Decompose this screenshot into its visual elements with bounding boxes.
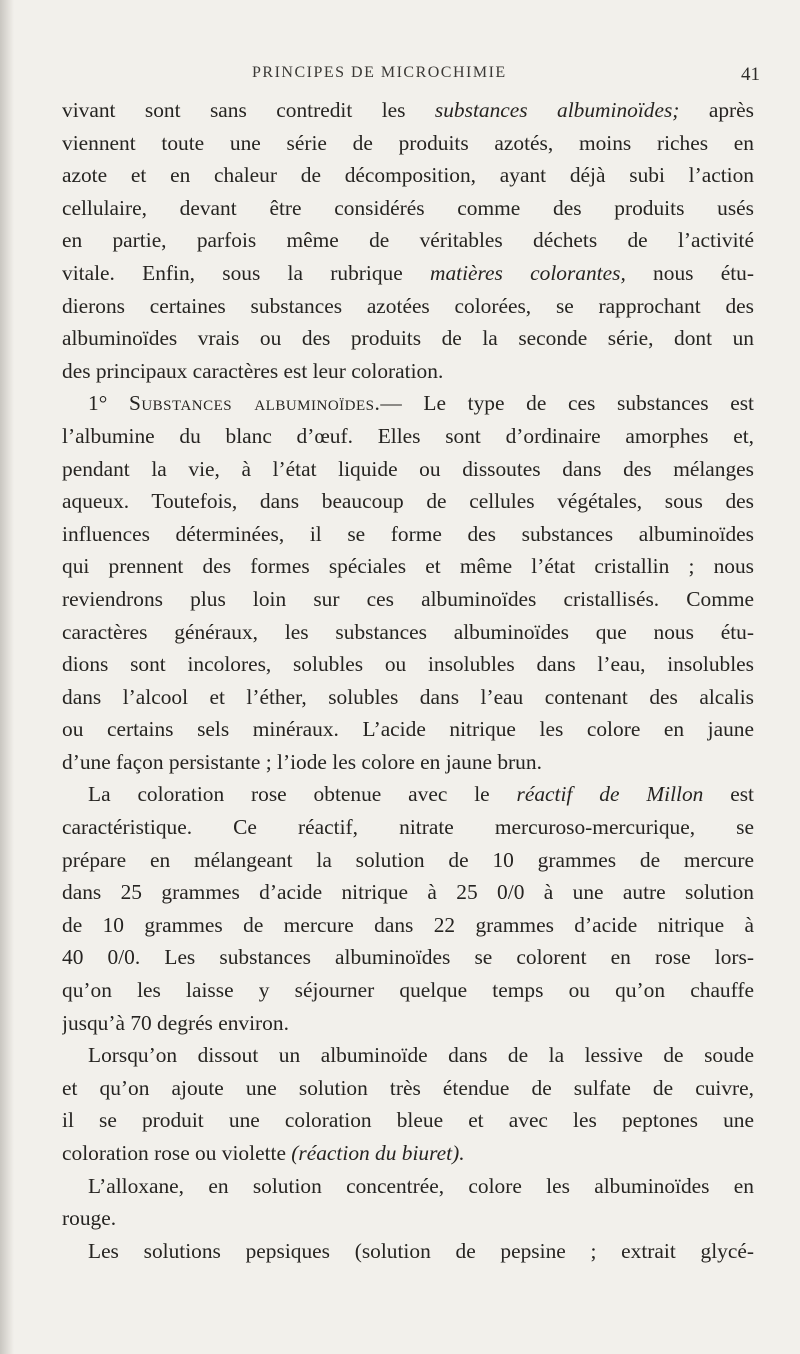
text-line xyxy=(62,1039,754,1072)
text-line xyxy=(62,224,754,257)
text-segment: Les solutions pepsiques (solution de pepsine ; extrait glycé- xyxy=(88,1238,754,1263)
text-line xyxy=(62,1170,754,1203)
text-line xyxy=(62,583,754,616)
text-line xyxy=(62,1235,754,1268)
text-segment: est xyxy=(703,782,754,807)
text-line xyxy=(62,453,754,486)
text-segment: l’albumine du blanc d’œuf. Elles sont d’ordinaire amorphes et, xyxy=(62,423,754,448)
text-segment: dierons certaines substances azotées colorées, se rapprochant des xyxy=(62,293,754,318)
text-segment: en partie, parfois même de véritables déchets de l’activité xyxy=(62,228,754,253)
text-line xyxy=(62,1072,754,1105)
text-segment: qu’on les laisse y séjourner quelque temps ou qu’on chauffe xyxy=(62,978,754,1003)
text-segment: reviendrons plus loin sur ces albuminoïdes cristallisés. Comme xyxy=(62,586,754,611)
text-line xyxy=(62,811,754,844)
text-segment: dans 25 grammes d’acide nitrique à 25 0/0 à une autre solution xyxy=(62,880,754,905)
text-segment: La coloration rose obtenue avec le xyxy=(88,782,517,807)
text-line xyxy=(62,550,754,583)
text-line xyxy=(62,485,754,518)
text-segment: rouge. xyxy=(62,1206,117,1231)
page-gutter-shadow xyxy=(0,0,14,1354)
text-segment: viennent toute une série de produits azotés, moins riches en xyxy=(62,130,754,155)
text-line xyxy=(62,290,754,323)
text-segment: 40 0/0. Les substances albuminoïdes se colorent en rose lors- xyxy=(62,945,754,970)
italic-text: substances albuminoïdes; xyxy=(434,98,680,122)
text-segment: vitale. Enfin, sous la rubrique xyxy=(62,260,430,285)
text-segment: aqueux. Toutefois, dans beaucoup de cellules végétales, sous des xyxy=(62,489,754,514)
page-header xyxy=(62,62,760,90)
text-line xyxy=(62,192,754,225)
text-segment: cellulaire, devant être considérés comme des produits usés xyxy=(62,195,754,220)
text-line xyxy=(62,746,754,779)
text-segment: d’une façon persistante ; l’iode les colore en jaune brun. xyxy=(62,749,542,774)
text-segment: Lorsqu’on dissout un albuminoïde dans de la lessive de soude xyxy=(88,1043,754,1068)
text-segment: influences déterminées, il se forme des substances albuminoïdes xyxy=(62,521,754,546)
text-segment: caractères généraux, les substances albuminoïdes que nous étu- xyxy=(62,619,754,644)
text-line xyxy=(62,257,754,290)
text-segment: qui prennent des formes spéciales et même l’état cristallin ; nous xyxy=(62,554,754,579)
text-line xyxy=(62,1104,754,1137)
text-line xyxy=(62,844,754,877)
text-segment: après xyxy=(679,98,754,122)
text-segment: vivant sont sans contredit les xyxy=(62,98,435,122)
text-segment: nous étu- xyxy=(625,260,754,285)
text-segment: albuminoïdes vrais ou des produits de la seconde série, dont un xyxy=(62,326,754,351)
text-segment: dans l’alcool et l’éther, solubles dans l’eau contenant des alcalis xyxy=(62,684,754,709)
text-line xyxy=(62,974,754,1007)
text-segment: azote et en chaleur de décomposition, ayant déjà subi l’action xyxy=(62,163,754,188)
text-segment: L’alloxane, en solution concentrée, colore les albuminoïdes en xyxy=(88,1173,754,1198)
italic-text: (réaction du biuret). xyxy=(291,1141,465,1165)
text-segment: et qu’on ajoute une solution très étendue de sulfate de cuivre, xyxy=(62,1075,754,1100)
text-line xyxy=(62,681,754,714)
text-line xyxy=(62,355,754,388)
text-segment: jusqu’à 70 degrés environ. xyxy=(62,1010,289,1035)
text-line xyxy=(62,876,754,909)
text-segment: de 10 grammes de mercure dans 22 grammes d’acide nitrique à xyxy=(62,912,754,937)
text-line xyxy=(62,1137,754,1170)
text-segment: des principaux caractères est leur coloration. xyxy=(62,358,444,383)
text-line xyxy=(62,322,754,355)
text-segment: 1° xyxy=(88,391,129,416)
text-line xyxy=(62,387,754,420)
text-line xyxy=(62,778,754,811)
text-segment: ou certains sels minéraux. L’acide nitrique les colore en jaune xyxy=(62,717,754,742)
text-line xyxy=(62,941,754,974)
text-line xyxy=(62,127,754,160)
body-text xyxy=(62,94,754,1267)
text-line xyxy=(62,94,754,127)
text-line xyxy=(62,713,754,746)
text-segment: il se produit une coloration bleue et avec les peptones une xyxy=(62,1108,754,1133)
text-segment: dions sont incolores, solubles ou insolubles dans l’eau, insolubles xyxy=(62,652,754,677)
text-segment: coloration rose ou violette xyxy=(62,1141,292,1165)
text-line xyxy=(62,648,754,681)
text-segment: prépare en mélangeant la solution de 10 grammes de mercure xyxy=(62,847,754,872)
text-line xyxy=(62,518,754,551)
italic-text: matières colorantes, xyxy=(430,260,626,285)
text-line xyxy=(62,616,754,649)
small-caps-heading: Substances albuminoïdes. xyxy=(128,391,381,416)
italic-text: réactif de Millon xyxy=(516,782,704,807)
text-line xyxy=(62,159,754,192)
running-head: PRINCIPES DE MICROCHIMIE xyxy=(252,64,507,81)
text-line xyxy=(62,1202,754,1235)
page-number: 41 xyxy=(741,64,760,85)
text-line xyxy=(62,909,754,942)
text-segment: caractéristique. Ce réactif, nitrate mercuroso-mercurique, se xyxy=(62,815,754,840)
text-line xyxy=(62,1007,754,1040)
text-segment: — Le type de ces substances est xyxy=(380,391,754,416)
text-segment: pendant la vie, à l’état liquide ou dissoutes dans des mélanges xyxy=(62,456,754,481)
text-line xyxy=(62,420,754,453)
